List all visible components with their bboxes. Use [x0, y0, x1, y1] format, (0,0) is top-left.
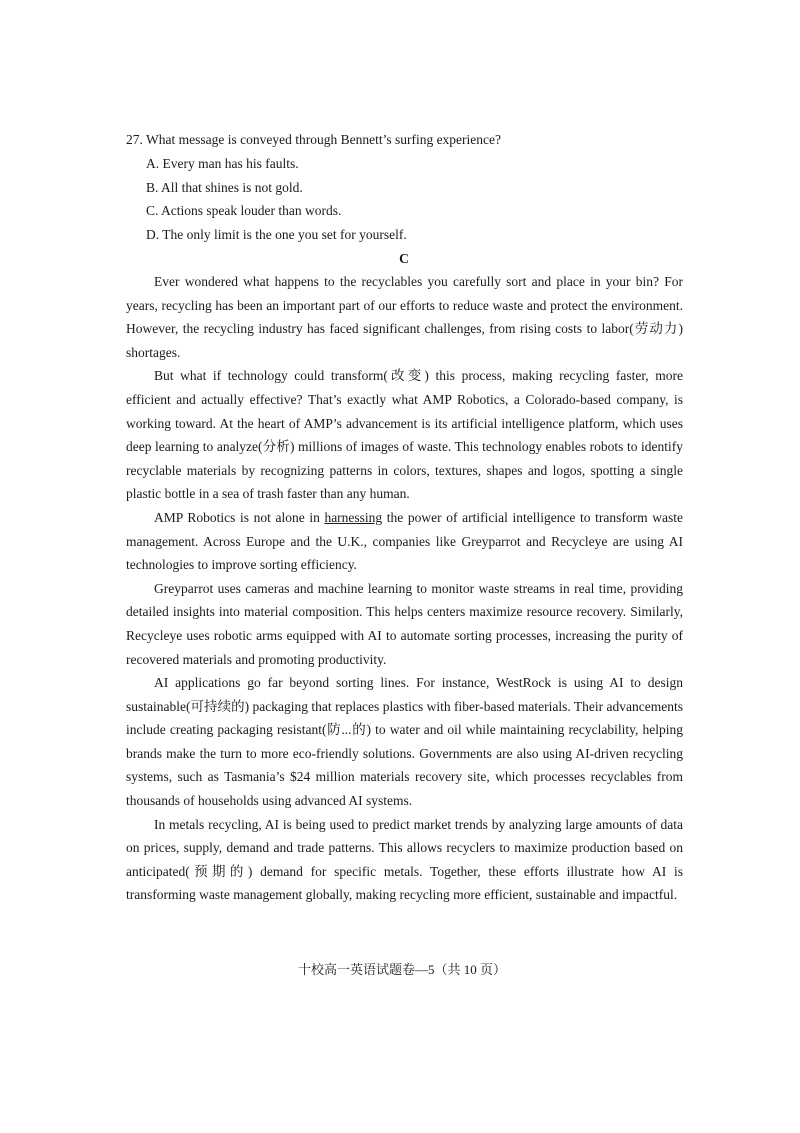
- page-footer: 十校高一英语试题卷—5（共 10 页）: [297, 962, 506, 977]
- question-27: [126, 128, 686, 247]
- section-heading: C: [399, 251, 409, 266]
- paragraph-3-text-end: the power of artificial intelligence to transform waste management. Across Europe and the U.K., companies like Greyparrot and Recycleye are using AI technologies to improve sorting efficiency.: [126, 509, 683, 573]
- question-stem: 27. What message is conveyed through Bennett’s surfing experience?: [126, 132, 502, 147]
- paragraph-2: But what if technology could transform(改变) this process, making recycling faster, more efficient and actually effective? That’s exactly what AMP Robotics, a Colorado-based company, is working toward. At the heart of AMP’s advancement is its artificial intelligence platform, which uses deep learning to analyze(分析) millions of images of waste. This technology enables robots to identify recyclable materials by recognizing patterns in colors, textures, shapes and logos, spotting a single plastic bottle in a sea of trash faster than any human.: [126, 368, 683, 502]
- paragraph-4: Greyparrot uses cameras and machine learning to monitor waste streams in real time, providing detailed insights into material composition. This helps centers maximize resource recovery. Similarly, Recycleye uses robotic arms equipped with AI to automate sorting processes, increasing the purity of recovered materials and promoting productivity.: [126, 580, 683, 667]
- paragraph-6: In metals recycling, AI is being used to predict market trends by analyzing large amounts of data on prices, supply, demand and trade patterns. This allows recyclers to maximize production based on anticipated(预期的) demand for specific metals. Together, these efforts illustrate how AI is transforming waste management globally, making recycling more efficient, sustainable and impactful.: [126, 816, 683, 903]
- paragraph-3: [126, 506, 683, 577]
- option-d: D. The only limit is the one you set for yourself.: [146, 227, 407, 243]
- underlined-word: harnessing: [324, 509, 383, 525]
- paragraph-3-text-start: AMP Robotics is not alone in: [154, 509, 325, 525]
- paragraph-5: AI applications go far beyond sorting lines. For instance, WestRock is using AI to design sustainable(可持续的) packaging that replaces plastics with fiber-based materials. Their advancements include creating packaging resistant(防...的) to water and oil while maintaining recyclability, helping brands make the turn to more eco-friendly solutions. Governments are also using AI-driven recycling systems, such as Tasmania’s $24 million materials recovery site, which processes recyclables from thousands of households using advanced AI systems.: [126, 675, 683, 809]
- paragraph-1: Ever wondered what happens to the recyclables you carefully sort and place in your bin? For years, recycling has been an important part of our efforts to reduce waste and protect the environment. However, the recycling industry has faced significant challenges, from rising costs to labor(劳动力) shortages.: [126, 274, 683, 360]
- option-b: B. All that shines is not gold.: [146, 179, 303, 195]
- reading-passage: [126, 270, 683, 907]
- option-a: A. Every man has his faults.: [146, 156, 299, 171]
- option-c: C. Actions speak louder than words.: [146, 203, 342, 219]
